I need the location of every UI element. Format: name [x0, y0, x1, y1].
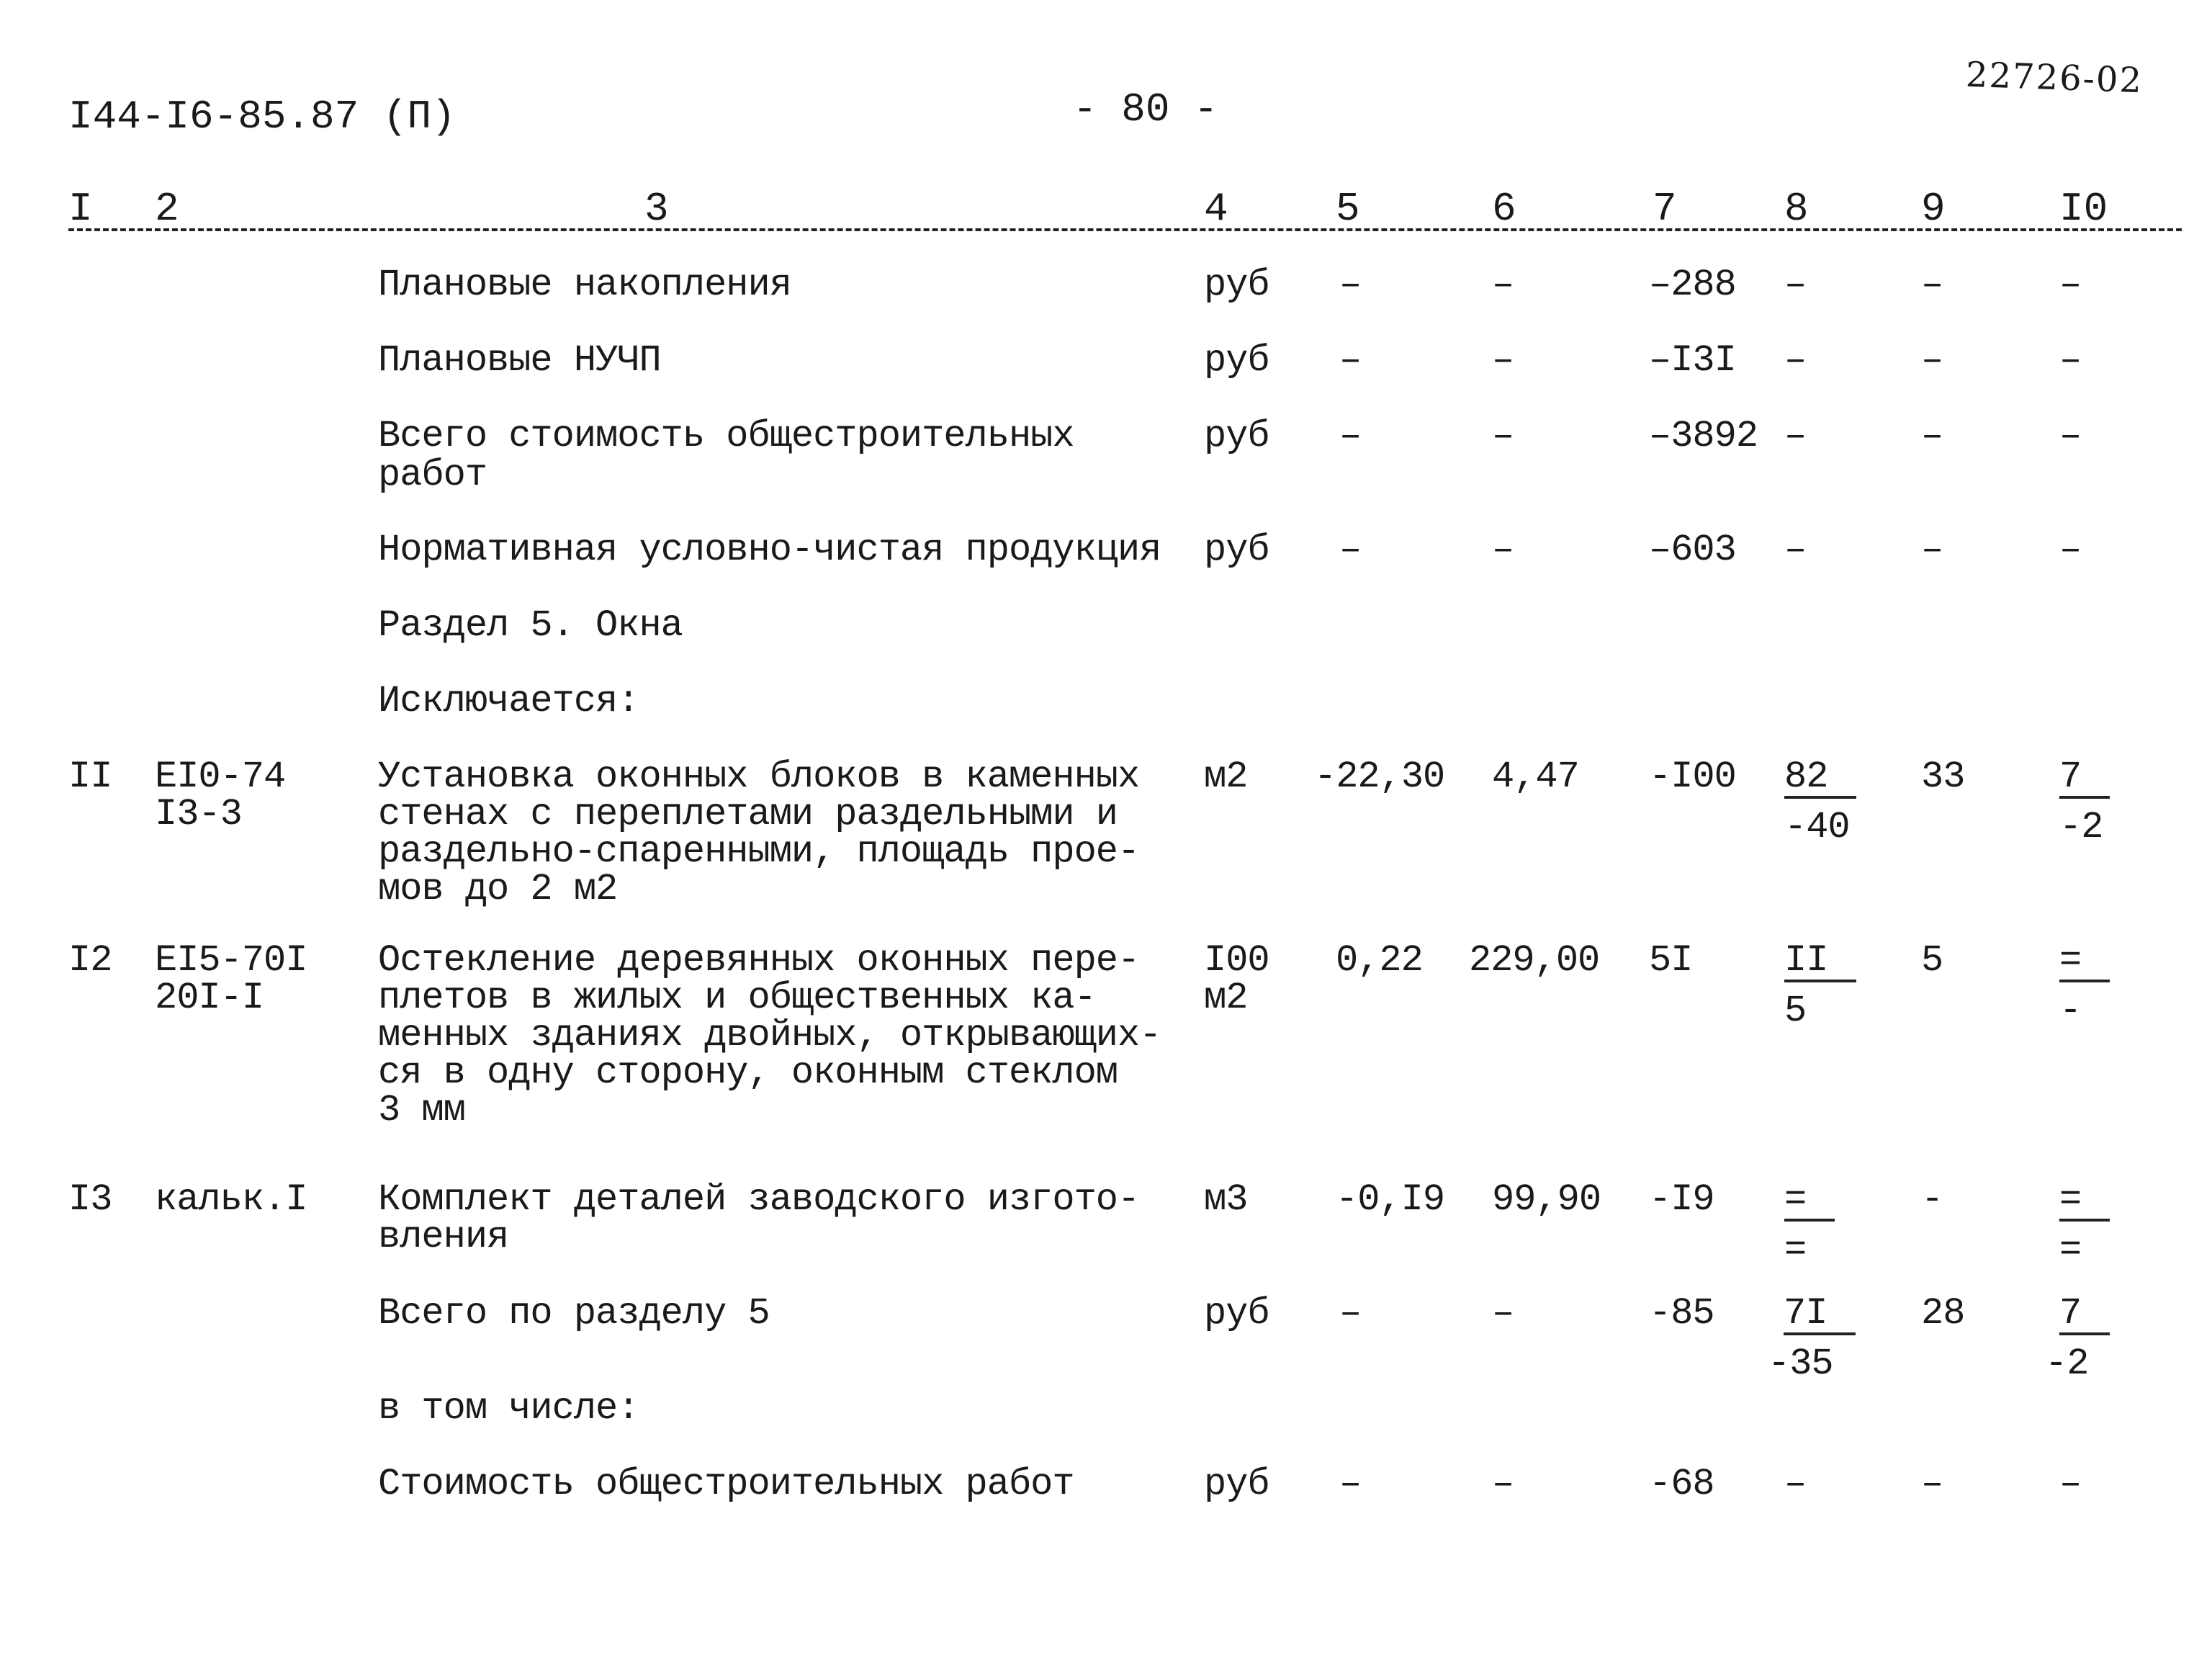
page-number: - 80 - [1073, 86, 1218, 133]
value-col7: –603 [1649, 529, 1736, 571]
fraction-col8 [1784, 758, 1856, 846]
section-heading: Раздел 5. Окна [378, 604, 683, 647]
column-header: 7 [1653, 186, 1677, 232]
row-code-line: I3-3 [155, 793, 242, 835]
column-header: 2 [155, 186, 179, 232]
row-description-line: плетов в жилых и общественных ка- [378, 977, 1096, 1019]
value-col5: – [1339, 415, 1362, 457]
value-col9: – [1921, 1463, 1943, 1505]
row-description: Нормативная условно-чистая продукция [378, 529, 1161, 571]
value-col5: – [1339, 1463, 1362, 1505]
row-description-line: стенах с переплетами раздельными и [378, 793, 1118, 835]
row-description-line: вления [378, 1216, 509, 1258]
row-description-line: мов до 2 м2 [378, 868, 618, 910]
value-col9: – [1921, 415, 1943, 457]
value-col7: –3892 [1649, 415, 1758, 457]
value-col6: 229,00 [1469, 939, 1600, 982]
column-header: 8 [1784, 186, 1809, 232]
document-code: I44-I6-85.87 (П) [68, 94, 456, 140]
value-col7: –288 [1649, 264, 1736, 306]
unit: м3 [1204, 1178, 1248, 1221]
fraction-denominator: -2 [2059, 806, 2103, 848]
row-description-line: работ [378, 454, 487, 496]
fraction-numerator: 7 [2059, 758, 2110, 799]
value-col9: - [1921, 1178, 1943, 1221]
value-col5: -22,30 [1314, 756, 1445, 798]
value-col7: -85 [1649, 1292, 1714, 1335]
value-col8: – [1784, 415, 1807, 457]
unit: руб [1204, 339, 1269, 382]
row-description-line: Остекление деревянных оконных пере- [378, 939, 1140, 982]
row-description-line: раздельно-спаренными, площадь прое- [378, 830, 1140, 873]
fraction-numerator: 7 [2059, 1295, 2110, 1335]
value-col6: 4,47 [1492, 756, 1579, 798]
value-col10: – [2059, 264, 2082, 306]
row-description-line: Комплект деталей заводского изгото- [378, 1178, 1140, 1221]
row-code-line: 20I-I [155, 977, 264, 1019]
value-col8: – [1784, 264, 1807, 306]
subsection-label: Исключается: [378, 680, 639, 722]
fraction-denominator: = [2059, 1229, 2082, 1271]
row-description-line: Всего стоимость общестроительных [378, 415, 1074, 457]
column-header: 4 [1204, 186, 1228, 232]
value-col6: – [1492, 339, 1514, 382]
fraction-col10 [2045, 1292, 2110, 1385]
value-col9: – [1921, 529, 1943, 571]
value-col9: – [1921, 264, 1943, 306]
column-header: I0 [2059, 186, 2108, 232]
row-description: Плановые накопления [378, 264, 791, 306]
row-description-line: Установка оконных блоков в каменных [378, 756, 1140, 798]
row-code-line: EI0-74 [155, 756, 286, 798]
fraction-numerator: 7I [1784, 1295, 1856, 1335]
unit: руб [1204, 1463, 1269, 1505]
unit-line: м2 [1204, 977, 1248, 1019]
row-description: Плановые НУЧП [378, 339, 661, 382]
unit-line: I00 [1204, 939, 1269, 982]
row-description-line: ся в одну сторону, оконным стеклом [378, 1052, 1118, 1094]
fraction-numerator: = [2059, 1181, 2110, 1222]
fraction-denominator: -35 [1768, 1343, 1833, 1385]
value-col9: – [1921, 339, 1943, 382]
header-divider [68, 228, 2182, 231]
fraction-numerator: = [2059, 942, 2110, 982]
value-col5: – [1339, 339, 1362, 382]
column-header: 3 [644, 186, 669, 232]
row-description: Всего по разделу 5 [378, 1292, 770, 1335]
row-code-line: кальк.I [155, 1178, 307, 1221]
fraction-denominator: -2 [2045, 1343, 2089, 1385]
value-col5: – [1339, 1292, 1362, 1335]
column-header: 6 [1492, 186, 1516, 232]
value-col6: – [1492, 415, 1514, 457]
fraction-col10 [2059, 1178, 2110, 1271]
fraction-numerator: = [1784, 1181, 1835, 1222]
row-number: I3 [68, 1178, 112, 1221]
unit: руб [1204, 529, 1269, 571]
handwritten-reference: 22726-02 [1965, 54, 2144, 102]
fraction-denominator: 5 [1784, 990, 1807, 1032]
fraction-col8 [1768, 1292, 1856, 1385]
row-description-line: менных зданиях двойных, открывающих- [378, 1014, 1161, 1057]
value-col6: – [1492, 264, 1514, 306]
row-number: II [68, 756, 112, 798]
value-col10: – [2059, 1463, 2082, 1505]
value-col5: – [1339, 264, 1362, 306]
row-code-line: EI5-70I [155, 939, 307, 982]
value-col9: 33 [1921, 756, 1965, 798]
fraction-col8 [1784, 939, 1856, 1032]
value-col9: 5 [1921, 939, 1943, 982]
fraction-col10 [2059, 939, 2110, 1032]
fraction-numerator: 82 [1784, 758, 1856, 799]
value-col7: -I00 [1649, 756, 1736, 798]
subsection-label: в том числе: [378, 1387, 639, 1430]
column-header: I [68, 186, 93, 232]
fraction-denominator: = [1784, 1229, 1807, 1271]
row-description-line: 3 мм [378, 1089, 465, 1132]
value-col6: 99,90 [1492, 1178, 1601, 1221]
fraction-numerator: II [1784, 942, 1856, 982]
value-col8: – [1784, 339, 1807, 382]
value-col10: – [2059, 529, 2082, 571]
row-description: Стоимость общестроительных работ [378, 1463, 1074, 1505]
value-col5: -0,I9 [1336, 1178, 1445, 1221]
value-col6: – [1492, 529, 1514, 571]
value-col6: – [1492, 1463, 1514, 1505]
fraction-denominator: -40 [1784, 806, 1850, 848]
value-col7: –I3I [1649, 339, 1736, 382]
column-header: 9 [1921, 186, 1946, 232]
value-col8: – [1784, 1463, 1807, 1505]
value-col5: 0,22 [1336, 939, 1423, 982]
fraction-col10 [2059, 758, 2110, 846]
value-col10: – [2059, 415, 2082, 457]
value-col5: – [1339, 529, 1362, 571]
fraction-denominator: - [2059, 990, 2082, 1032]
value-col6: – [1492, 1292, 1514, 1335]
unit: руб [1204, 415, 1269, 457]
value-col8: – [1784, 529, 1807, 571]
unit: руб [1204, 1292, 1269, 1335]
unit: м2 [1204, 756, 1248, 798]
value-col10: – [2059, 339, 2082, 382]
value-col7: 5I [1649, 939, 1693, 982]
fraction-col8 [1784, 1178, 1835, 1271]
value-col7: -68 [1649, 1463, 1714, 1505]
row-number: I2 [68, 939, 112, 982]
column-header: 5 [1336, 186, 1360, 232]
value-col9: 28 [1921, 1292, 1965, 1335]
value-col7: -I9 [1649, 1178, 1714, 1221]
unit: руб [1204, 264, 1269, 306]
